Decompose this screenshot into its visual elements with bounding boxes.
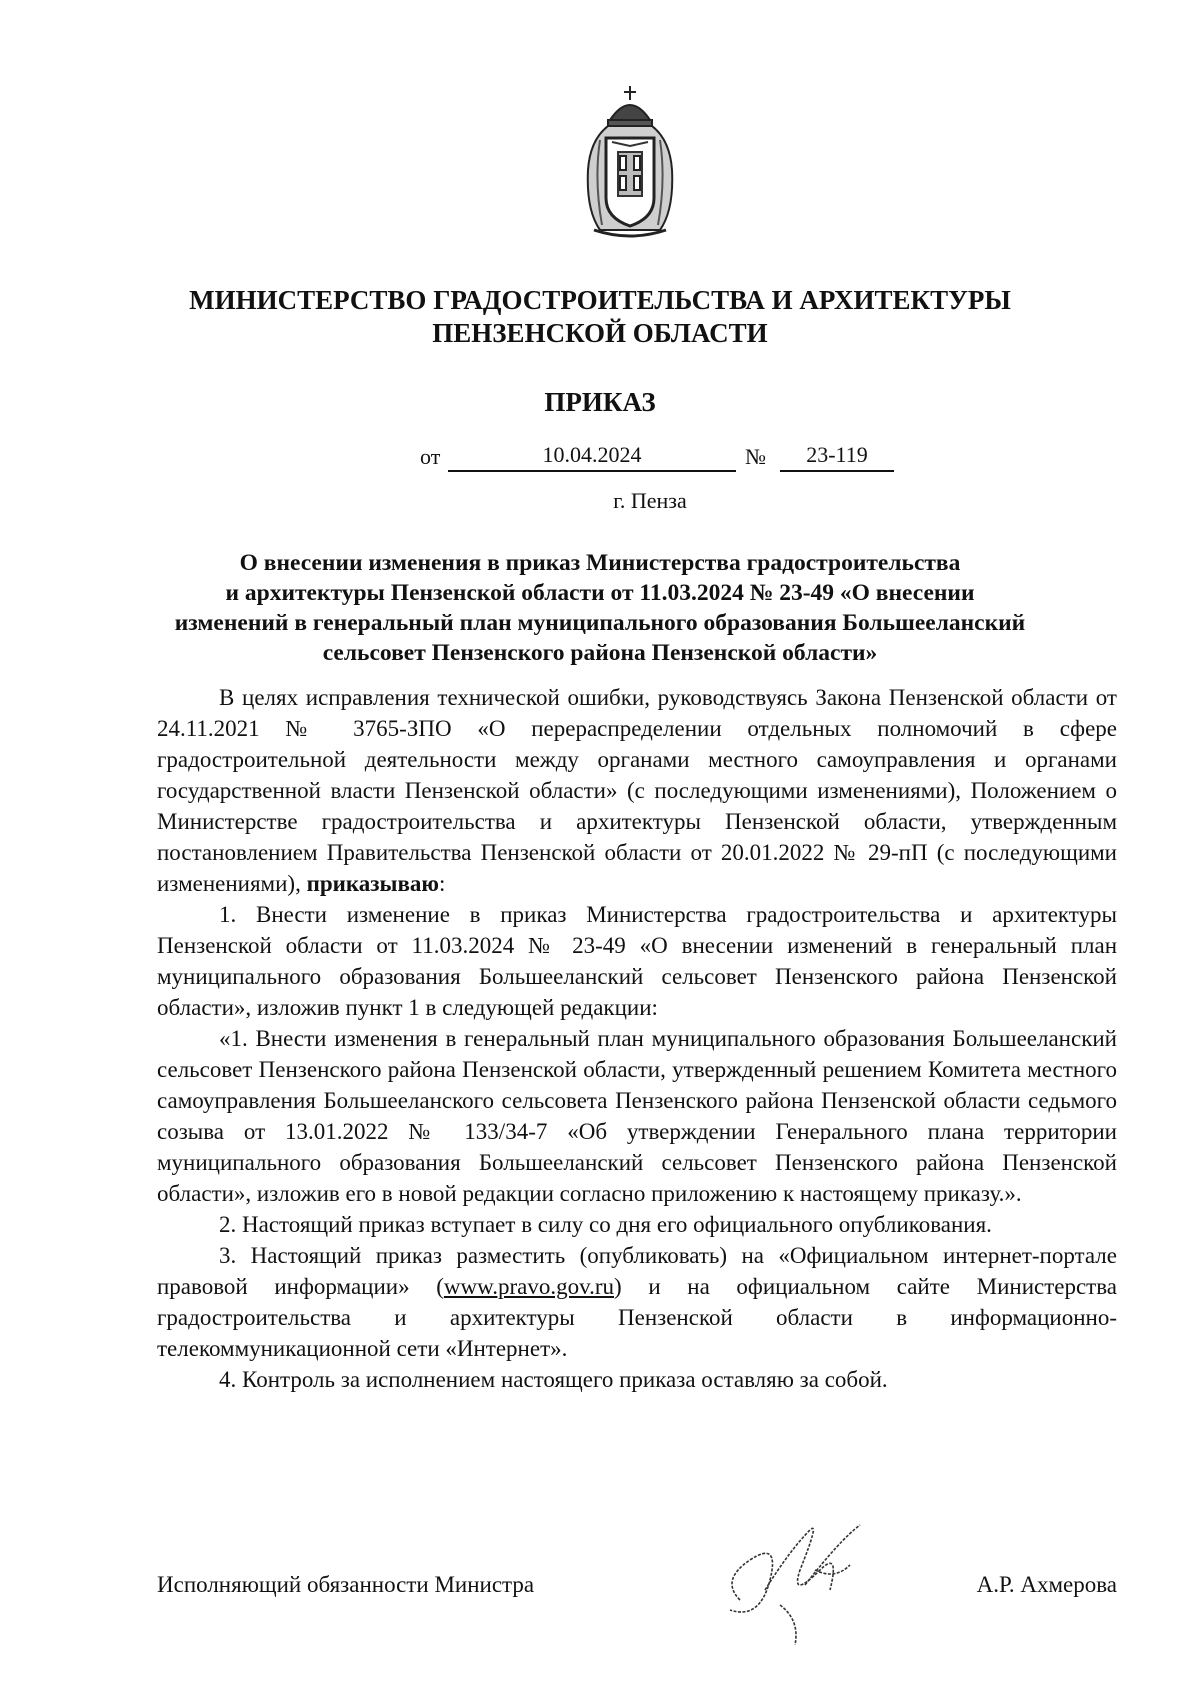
document-subject [100, 548, 1100, 668]
number-sign: № [745, 444, 766, 469]
ministry-title-line2: ПЕНЗЕНСКОЙ ОБЛАСТИ [432, 318, 768, 348]
handwritten-signature-icon [710, 1510, 880, 1650]
subject-line: сельсовет Пензенского района Пензенской области» [322, 640, 878, 666]
ministry-title-line1: МИНИСТЕРСТВО ГРАДОСТРОИТЕЛЬСТВА И АРХИТЕКТУРЫ [189, 285, 1011, 315]
item-2: 2. Настоящий приказ вступает в силу со дня его официального опубликования. [219, 1212, 992, 1237]
date-prefix: от [420, 444, 441, 469]
intro-end: : [438, 871, 446, 896]
item-3 [157, 1240, 1117, 1364]
document-body [157, 682, 1117, 1395]
document-number: 23-119 [780, 442, 894, 472]
coat-of-arms-icon [570, 80, 690, 240]
item-3-text-a: 3. Настоящий приказ разместить (опубликовать) на «Официальном интернет-портале правовой информации» ( [157, 1243, 1117, 1299]
order-word: приказываю [306, 871, 439, 896]
item-1-quote: «1. Внести изменения в генеральный план муниципального образования Большееланский сельсовет Пензенского района Пензенской области, утвержденный решением Комитета местного самоуправления Большееланского сельсовета Пензенского района Пензенской области седьмого созыва от 13.01.2022 № 133/34-7 «Об утверждении Генерального плана территории муниципального образования Большееланский сельсовет Пензенского района Пензенской области», изложив его в новой редакции согласно приложению к настоящему приказу.». [157, 1026, 1117, 1206]
intro-text: В целях исправления технической ошибки, руководствуясь Закона Пензенской области от 24.11.2021 № 3765-ЗПО «О перераспределении отдельных полномочий в сфере градостроительной деятельности между органами местного самоуправления и органами государственной власти Пензенской области» (с последующими изменениями), Положением о Министерстве градостроительства и архитектуры Пензенской области, утвержденным постановлением Правительства Пензенской области от 20.01.2022 № 29-пП (с последующими изменениями), [157, 685, 1117, 896]
signatory-name: А.Р. Ахмерова [976, 1572, 1117, 1597]
item-3-text-b: ) и на официальном сайте Министерства градостроительства и архитектуры Пензенской области в информационно-телекоммуникационной сети «Интернет». [157, 1274, 1117, 1361]
document-type: ПРИКАЗ [544, 387, 656, 417]
item-4: 4. Контроль за исполнением настоящего приказа оставляю за собой. [219, 1367, 888, 1392]
item-1: 1. Внести изменение в приказ Министерства градостроительства и архитектуры Пензенской области от 11.03.2024 № 23-49 «О внесении изменений в генеральный план муниципального образования Большееланский сельсовет Пензенского района Пензенской области», изложив пункт 1 в следующей редакции: [157, 902, 1117, 1020]
city: г. Пенза [613, 488, 687, 513]
pravo-link[interactable]: www.pravo.gov.ru [443, 1274, 615, 1299]
document-date: 10.04.2024 [448, 442, 736, 472]
subject-line: О внесении изменения в приказ Министерства градостроительства [239, 550, 961, 576]
subject-line: изменений в генеральный план муниципального образования Большееланский [174, 610, 1026, 636]
subject-line: и архитектуры Пензенской области от 11.03.2024 № 23-49 «О внесении [225, 580, 975, 606]
signatory-role: Исполняющий обязанности Министра [157, 1572, 535, 1597]
intro-paragraph [157, 682, 1117, 899]
